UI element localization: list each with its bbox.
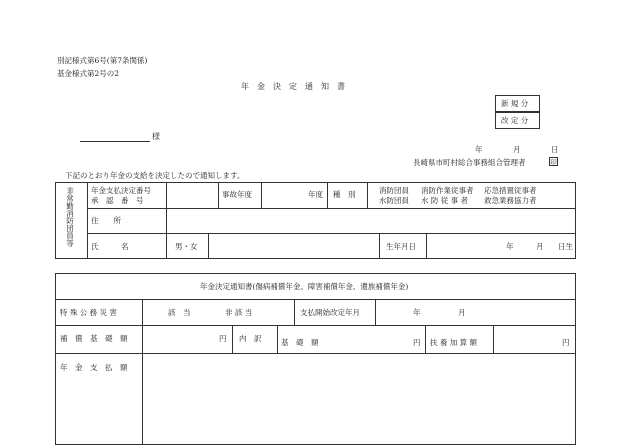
applicable-option: 該 当 — [168, 308, 191, 317]
accident-year-label: 事故年度 — [222, 190, 252, 199]
approval-number-label: 承 認 番 号 — [91, 196, 144, 205]
intro-text: 下記のとおり年金の支給を決定したので通知します。 — [65, 171, 245, 180]
address-label: 住 所 — [91, 216, 121, 225]
category-flood-worker: 水 防 従 事 者 — [421, 196, 469, 205]
basic-amount-yen: 円 — [413, 338, 421, 347]
form-reference-1: 別記様式第6号(第7条関係) — [57, 56, 148, 65]
date-year: 年 — [475, 145, 483, 154]
not-applicable-option: 非 該 当 — [225, 308, 253, 317]
annual-payment-label: 年 金 支 払 額 — [60, 363, 128, 372]
seal-mark: 印 — [550, 158, 557, 166]
form-reference-2: 基金様式第2号の2 — [57, 69, 120, 78]
base-amount-label: 補 償 基 礎 額 — [60, 334, 128, 343]
document-title: 年 金 決 定 通 知 書 — [241, 82, 345, 91]
category-rescue-cooperator: 救急業務協力者 — [484, 196, 537, 205]
issuer-name: 長崎県市町村総合事務組合管理者 — [413, 158, 526, 167]
addressee-suffix: 様 — [152, 132, 160, 141]
pension-number-label: 年金支払決定番号 — [91, 186, 151, 195]
special-disaster-label: 特 殊 公 務 災 害 — [60, 308, 117, 317]
base-amount-yen: 円 — [219, 334, 227, 343]
birth-month: 月 — [536, 242, 544, 251]
breakdown-label: 内 訳 — [239, 334, 262, 343]
category-label: 種 別 — [333, 190, 356, 199]
basic-amount-label: 基 礎 額 — [281, 338, 319, 347]
new-status-label: 新 規 分 — [501, 99, 529, 108]
dependent-addition-yen: 円 — [562, 338, 570, 347]
accident-year-suffix: 年度 — [308, 190, 323, 199]
name-label: 氏 名 — [91, 242, 129, 251]
start-year: 年 — [413, 308, 421, 317]
birth-date-label: 生年月日 — [386, 242, 416, 251]
category-flood-member: 水防団員 — [379, 196, 409, 205]
date-day: 日 — [551, 145, 559, 154]
side-label-applicant-type: 非常勤消防団員等 — [65, 187, 75, 247]
birth-day: 日生 — [558, 242, 573, 251]
date-month: 月 — [513, 145, 521, 154]
payment-start-label: 支払開始改定年月 — [300, 308, 360, 317]
revision-status-label: 改 定 分 — [501, 116, 529, 125]
category-emergency-worker: 応急措置従事者 — [484, 186, 537, 195]
dependent-addition-label: 扶 養 加 算 額 — [430, 338, 478, 347]
category-fire-worker: 消防作業従事者 — [421, 186, 474, 195]
addressee-line — [80, 141, 150, 142]
decision-table-title: 年金決定通知書(傷病補償年金、障害補償年金、遺族補償年金) — [200, 282, 409, 291]
start-month: 月 — [458, 308, 466, 317]
birth-year: 年 — [506, 242, 514, 251]
category-firefighter: 消防団員 — [379, 186, 409, 195]
sex-options: 男・女 — [175, 242, 198, 251]
